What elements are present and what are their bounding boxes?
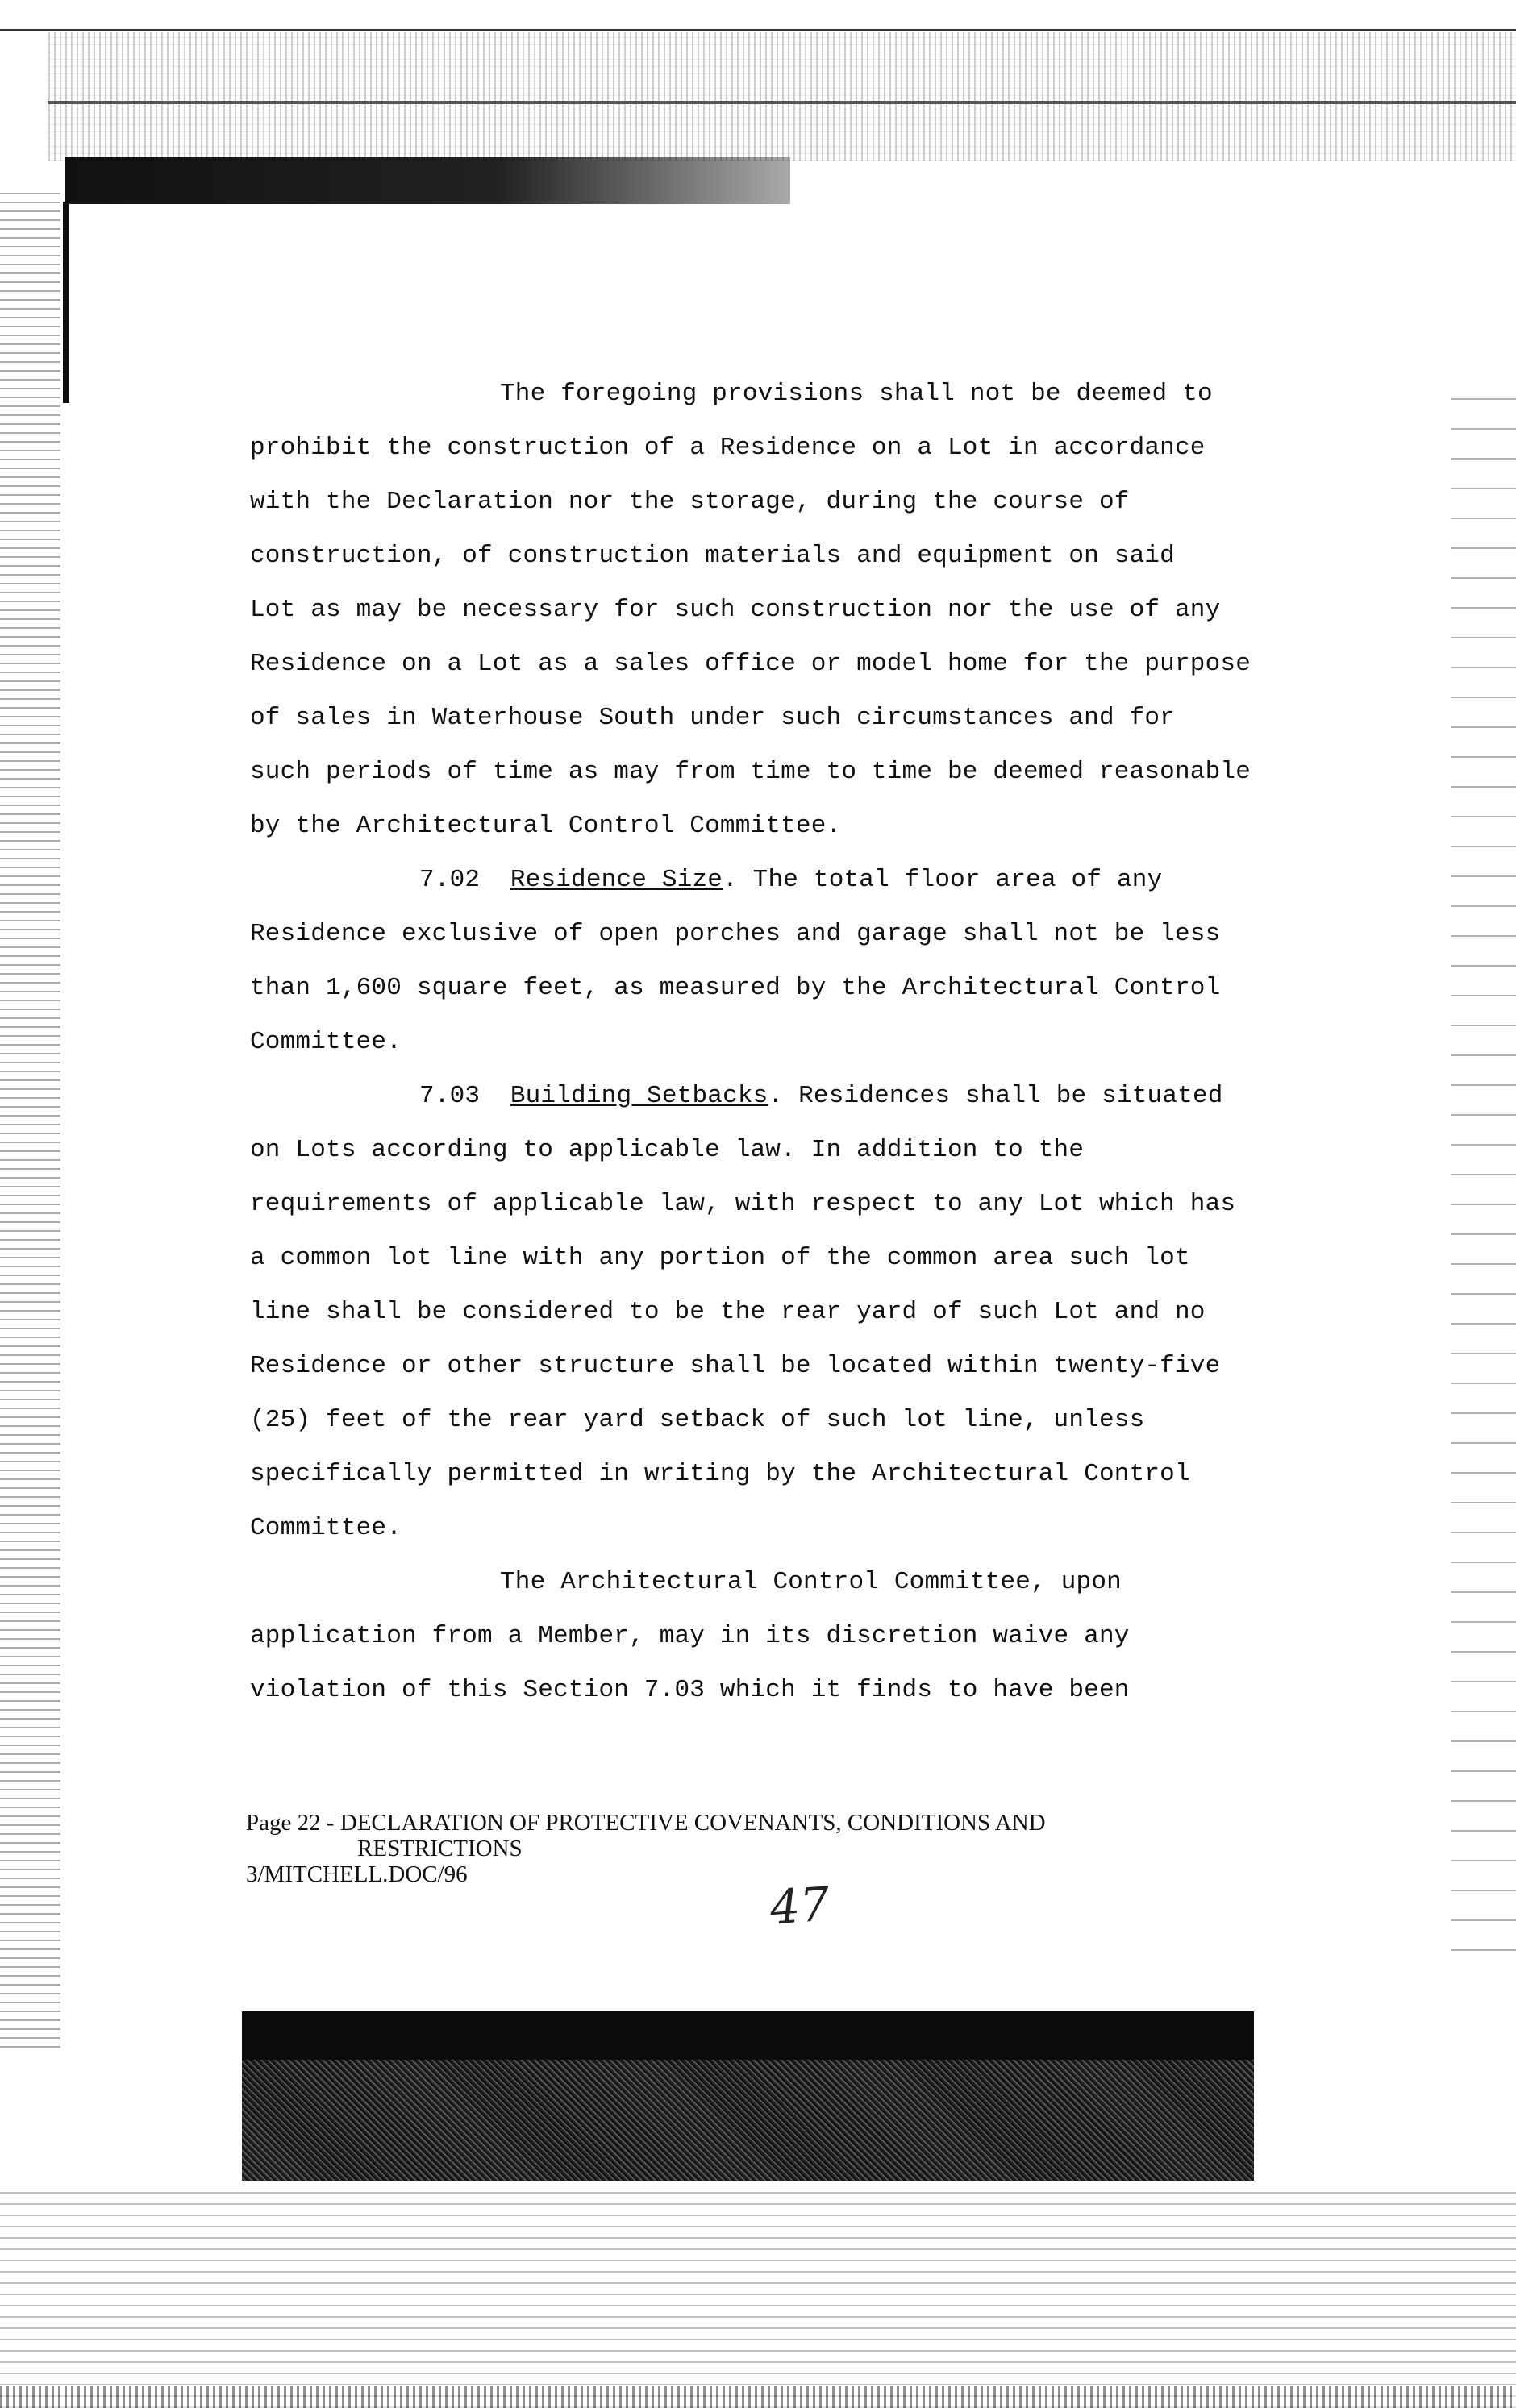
scan-bottom-edge [0,2386,1516,2408]
section-text: . Residences shall be situated [768,1082,1223,1110]
scan-bottom-black-bar [242,2011,1254,2060]
body-line: Residence exclusive of open porches and garage shall not be less [250,920,1221,948]
body-line: specifically permitted in writing by the Architectural Control [250,1460,1190,1488]
section-702-heading-line [250,853,1355,907]
body-line: prohibit the construction of a Residence on a Lot in accordance [250,434,1206,462]
section-number: 7.03 [419,1082,481,1110]
scan-left-border-bar [63,202,69,403]
body-line: Residence on a Lot as a sales office or model home for the purpose [250,650,1251,678]
scan-bottom-line-noise [0,2185,1516,2408]
body-line: The foregoing provisions shall not be deemed to [500,380,1213,408]
body-line: requirements of applicable law, with respect to any Lot which has [250,1190,1236,1218]
body-line: line shall be considered to be the rear yard of such Lot and no [250,1298,1206,1326]
body-line: by the Architectural Control Committee. [250,812,842,840]
scan-top-black-bar [65,157,790,204]
section-heading: Building Setbacks [510,1082,768,1110]
page-footer [246,1810,1046,1887]
footer-title-line: Page 22 - DECLARATION OF PROTECTIVE COVENANTS, CONDITIONS AND [246,1810,1046,1836]
section-text: . The total floor area of any [723,866,1163,894]
body-line: with the Declaration nor the storage, during the course of [250,488,1130,516]
scan-left-border-noise [0,193,60,2048]
body-line: (25) feet of the rear yard setback of such lot line, unless [250,1406,1145,1434]
body-line: Committee. [250,1028,402,1056]
body-line: Lot as may be necessary for such construction nor the use of any [250,596,1221,624]
body-line: Committee. [250,1514,402,1542]
body-line: construction, of construction materials and equipment on said [250,542,1175,570]
scan-top-noise [48,32,1516,161]
section-heading: Residence Size [510,866,723,894]
body-line: violation of this Section 7.03 which it finds to have been [250,1676,1130,1704]
body-line: of sales in Waterhouse South under such circumstances and for [250,704,1175,732]
section-703-heading-line [250,1069,1355,1123]
scan-top-rule [48,101,1516,104]
body-line: The Architectural Control Committee, upon [500,1568,1122,1596]
scan-top-edge-line [0,29,1516,31]
body-line: on Lots according to applicable law. In addition to the [250,1136,1085,1164]
body-line: such periods of time as may from time to time be deemed reasonable [250,758,1251,786]
footer-title-continuation: RESTRICTIONS [357,1836,523,1861]
section-number: 7.02 [419,866,481,894]
scan-right-border-noise [1451,379,1516,1951]
handwritten-page-number: 47 [768,1876,832,1936]
body-line: a common lot line with any portion of the common area such lot [250,1244,1190,1272]
body-line: application from a Member, may in its discretion waive any [250,1622,1130,1650]
footer-file-reference: 3/MITCHELL.DOC/96 [246,1861,468,1887]
body-line: than 1,600 square feet, as measured by the Architectural Control [250,974,1221,1002]
document-body [250,367,1355,1717]
body-line: Residence or other structure shall be located within twenty-five [250,1352,1221,1380]
